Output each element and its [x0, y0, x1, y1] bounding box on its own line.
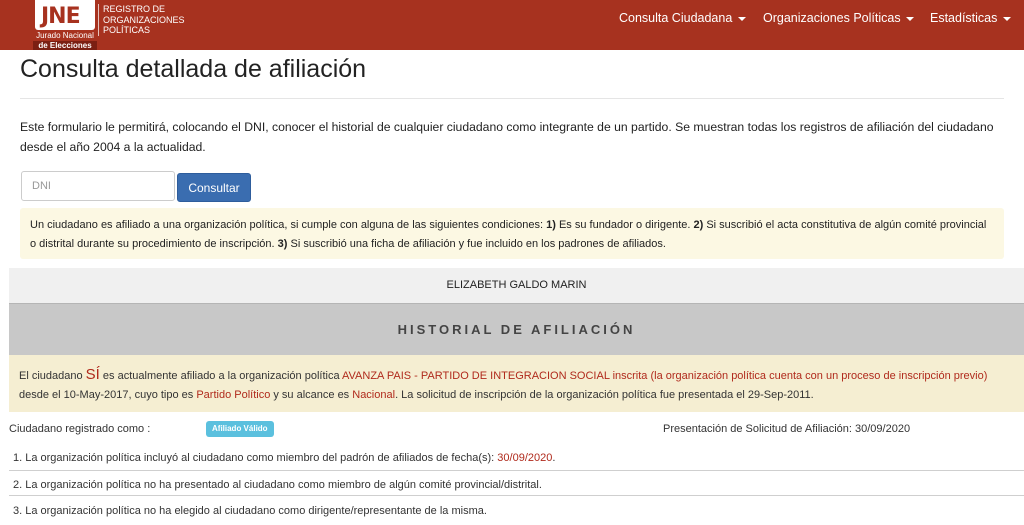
- dni-input[interactable]: [21, 171, 175, 201]
- status-text-1: El ciudadano: [19, 370, 86, 382]
- list-item: [9, 499, 1024, 521]
- caret-down-icon: [906, 17, 914, 21]
- list-item-text: 3. La organización política no ha elegido al ciudadano como dirigente/representante de la misma.: [13, 505, 487, 517]
- status-badge: Afiliado Válido: [206, 421, 274, 437]
- top-navbar: [0, 0, 1024, 50]
- logo-line-2: de Elecciones: [33, 41, 97, 50]
- citizen-name: ELIZABETH GALDO MARIN: [9, 268, 1024, 303]
- status-text-4: y su alcance es: [270, 389, 353, 401]
- caret-down-icon: [1003, 17, 1011, 21]
- registered-as-label: Ciudadano registrado como :: [9, 423, 151, 435]
- nav-estadisticas[interactable]: [930, 10, 1011, 26]
- consultar-button[interactable]: Consultar: [177, 173, 251, 202]
- jne-logo-mark: [35, 0, 95, 30]
- condition-1-text: Es su fundador o dirigente.: [555, 219, 694, 231]
- list-item-end: .: [552, 452, 556, 464]
- status-text-2: es actualmente afiliado a la organización política: [99, 370, 343, 382]
- organization-name: AVANZA PAIS - PARTIDO DE INTEGRACION SOCIAL inscrita (la organización política cuenta con un proceso de inscripción previo): [342, 370, 988, 382]
- nav-consulta-ciudadana[interactable]: [619, 10, 746, 26]
- nav-consulta-ciudadana-label: Consulta Ciudadana: [619, 11, 733, 25]
- presentation-date-label: Presentación de Solicitud de Afiliación: 30/09/2020: [663, 423, 911, 435]
- affiliation-conditions-alert: [20, 208, 1004, 259]
- list-item: [9, 449, 1024, 471]
- caret-down-icon: [738, 17, 746, 21]
- condition-3-text: Si suscribió una ficha de afiliación y fue incluido en los padrones de afiliados.: [287, 238, 666, 250]
- status-yes: SÍ: [85, 366, 100, 383]
- status-text-5: . La solicitud de inscripción de la organización política fue presentada el 29-Sep-2011.: [395, 389, 814, 401]
- jne-logo[interactable]: [33, 0, 97, 50]
- list-item: [9, 474, 1024, 496]
- condition-3-number: 3): [277, 238, 288, 250]
- history-title: HISTORIAL DE AFILIACIÓN: [9, 303, 1024, 355]
- logo-line-1: Jurado Nacional: [36, 31, 94, 40]
- intro-text: Este formulario le permitirá, colocando el DNI, conocer el historial de cualquier ciudadano como integrante de un partido. Se muestran todas los registros de afiliación del ciudadano desde el año 2004 a la actualidad.: [20, 120, 994, 154]
- nav-organizaciones-politicas[interactable]: [763, 10, 914, 26]
- padron-date: 30/09/2020: [497, 452, 553, 464]
- condition-2-number: 2): [693, 219, 704, 231]
- affiliation-status: [9, 355, 1024, 412]
- page-title: Consulta detallada de afiliación: [20, 55, 367, 83]
- condition-2-text: Si suscribió el acta constitutiva de algún comité provincial o distrital durante su procedimiento de inscripción.: [30, 219, 987, 250]
- list-item-text: 2. La organización política no ha presentado al ciudadano como miembro de algún comité provincial/distrital.: [13, 479, 542, 491]
- logo-letters: JNE: [41, 4, 80, 29]
- organization-type: Partido Político: [196, 389, 271, 401]
- nav-organizaciones-politicas-label: Organizaciones Políticas: [763, 11, 901, 25]
- condition-1-number: 1): [546, 219, 556, 231]
- registry-title: REGISTRO DE ORGANIZACIONES POLÍTICAS: [98, 4, 188, 36]
- title-divider: [20, 98, 1004, 99]
- organization-scope: Nacional: [352, 389, 396, 401]
- status-text-3: desde el 10-May-2017, cuyo tipo es: [19, 389, 197, 401]
- alert-intro: Un ciudadano es afiliado a una organización política, si cumple con alguna de las siguientes condiciones:: [30, 219, 547, 231]
- list-item-text: 1. La organización política incluyó al ciudadano como miembro del padrón de afiliados de fecha(s):: [13, 452, 498, 464]
- nav-estadisticas-label: Estadísticas: [930, 11, 998, 25]
